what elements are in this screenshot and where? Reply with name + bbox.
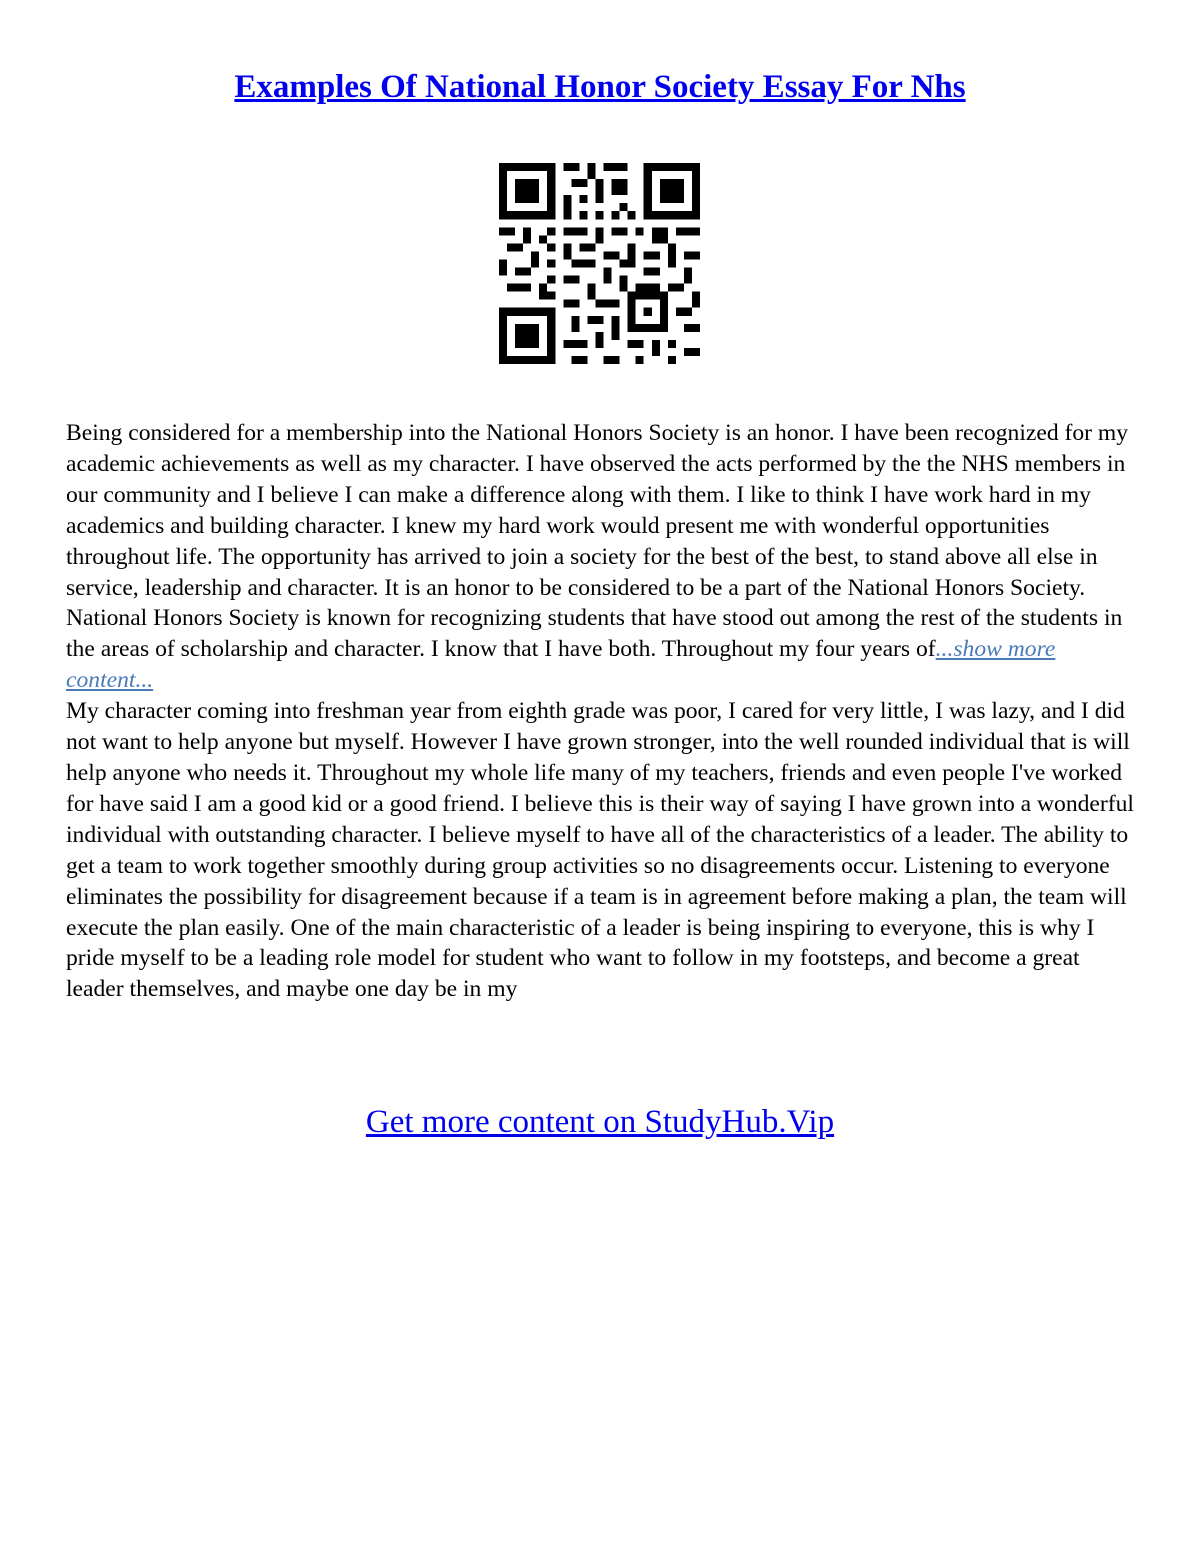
essay-paragraph-2: My character coming into freshman year from eighth grade was poor, I cared for very little, I was lazy, and I did not want to help anyone but myself. However I have grown stronger, into the well rounded individual that is will help anyone who needs it. Throughout my whole life many of my teachers, friends and even people I've worked for have said I am a good kid or a good friend. I believe this is their way of saying I have grown into a wonderful individual with outstanding character. I believe myself to have all of the characteristics of a leader. The ability to get a team to work together smoothly during group activities so no disagreements occur. Listening to everyone eliminates the possibility for disagreement because if a team is in agreement before making a plan, the team will execute the plan easily. One of the main characteristic of a leader is being inspiring to everyone, this is why I pride myself to be a leading role model for student who want to follow in my footsteps, and become a great leader themselves, and maybe one day be in my (66, 698, 1134, 1003)
qr-code-icon (499, 163, 700, 364)
essay-paragraph-1 (66, 418, 1141, 696)
show-more-link[interactable]: ...show more content... (66, 636, 1056, 694)
studyhub-link[interactable]: Get more content on StudyHub.Vip (365, 1104, 835, 1140)
essay-body (66, 418, 1141, 1005)
essay-paragraph-1-text: Being considered for a membership into the National Honors Society is an honor. I have been recognized for my academic achievements as well as my character. I have observed the acts performed by the the NHS members in our community and I believe I can make a difference along with them. I like to think I have work hard in my academics and building character. I knew my hard work would present me with wonderful opportunities throughout life. The opportunity has arrived to join a society for the best of the best, to stand above all else in service, leadership and character. It is an honor to be considered to be a part of the National Honors Society. National Honors Society is known for recognizing students that have stood out among the rest of the students in the areas of scholarship and character. I know that I have both. Throughout my four years of (66, 420, 1129, 663)
footer (0, 1098, 1200, 1146)
document-title (0, 62, 1200, 112)
title-link[interactable]: Examples Of National Honor Society Essay For Nhs (234, 69, 966, 105)
